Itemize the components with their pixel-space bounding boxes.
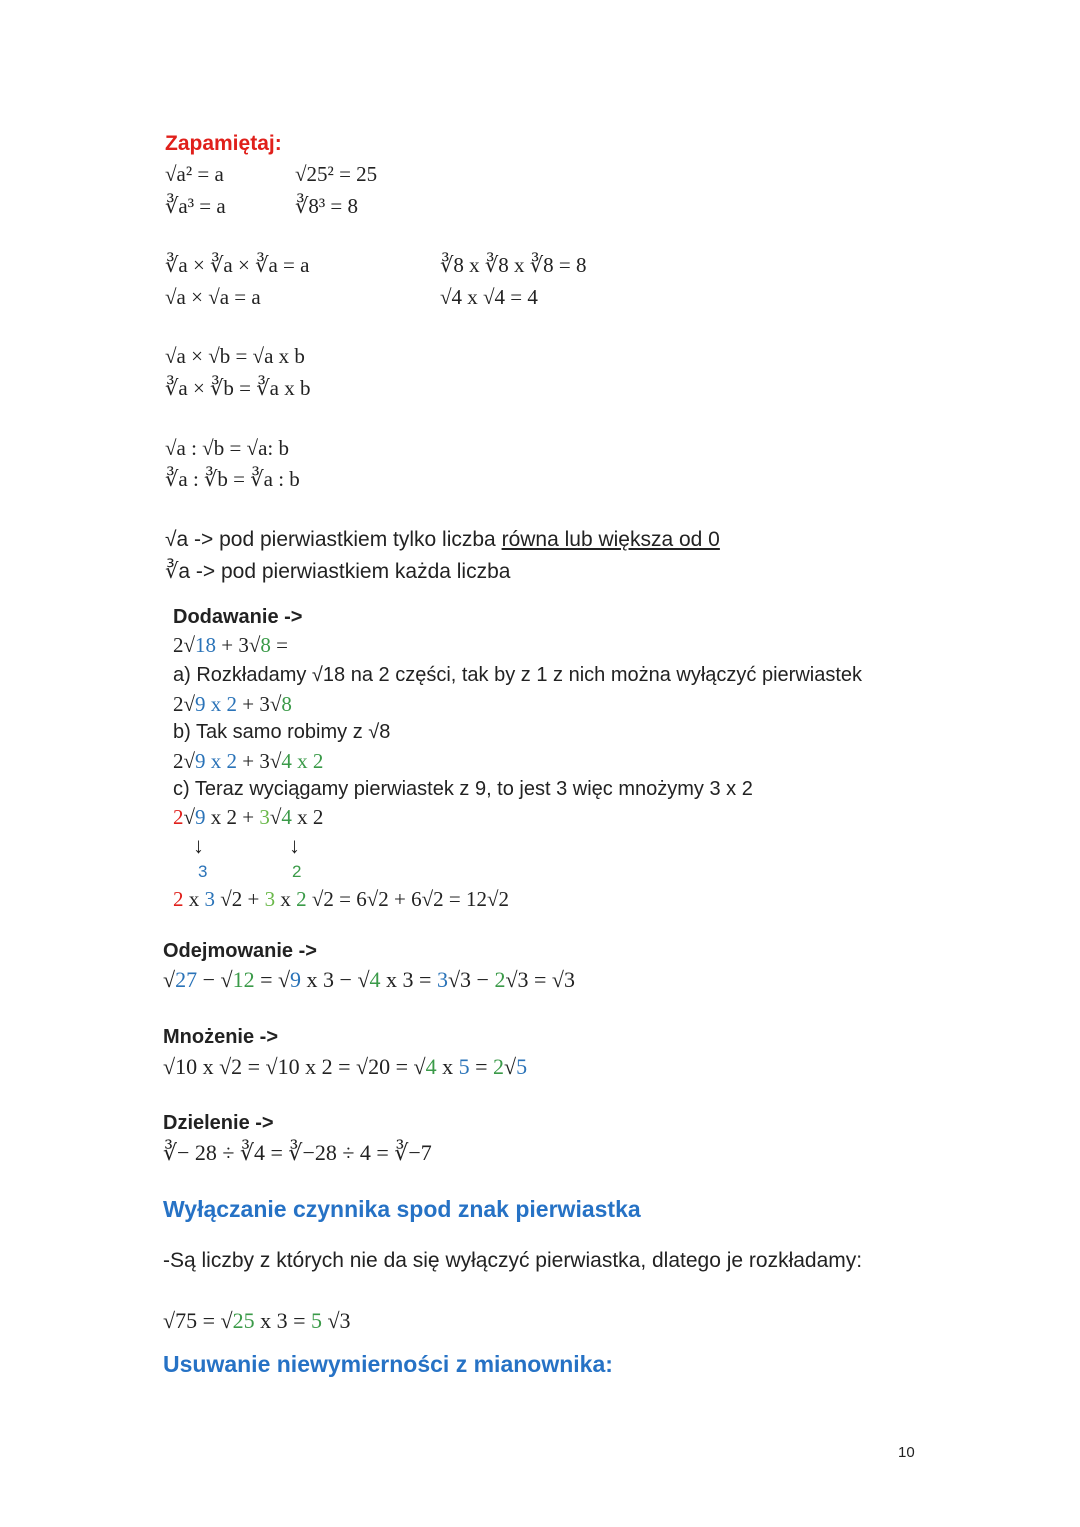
arrow-down-icon: ↓: [289, 833, 300, 858]
rule-cbrt-multiply: ∛a × ∛b = ∛a x b: [165, 376, 311, 400]
dodawanie-step-a: a) Rozkładamy √18 na 2 części, tak by z 1 z nich można wyłączyć pierwiastek: [173, 664, 863, 686]
dzielenie-expression: ∛− 28 ÷ ∛4 = ∛−28 ÷ 4 = ∛−7: [163, 1140, 432, 1165]
dodawanie-step-b: b) Tak samo robimy z √8: [173, 721, 391, 743]
example-triple-cbrt-product: ∛8 x ∛8 x ∛8 = 8: [440, 253, 587, 277]
arrow-result-3: 3: [198, 862, 208, 881]
rule-sqrt-divide: √a : √b = √a: b: [165, 436, 289, 460]
rule-sqrt-multiply: √a × √b = √a x b: [165, 344, 305, 368]
page-number: 10: [898, 1444, 915, 1461]
section-title-mnozenie: Mnożenie ->: [163, 1026, 279, 1048]
example-double-sqrt-product: √4 x √4 = 4: [440, 285, 538, 309]
example-cube-root: ∛8³ = 8: [295, 194, 359, 218]
rule-cbrt-divide: ∛a : ∛b = ∛a : b: [165, 467, 300, 491]
dodawanie-line-a: 2√9 x 2 + 3√8: [173, 692, 292, 716]
mnozenie-expression: √10 x √2 = √10 x 2 = √20 = √4 x 5 = 2√5: [163, 1054, 528, 1079]
note-sqrt-domain: [165, 528, 720, 552]
wylaczanie-note: -Są liczby z których nie da się wyłączyć pierwiastka, dlatego je rozkładamy:: [163, 1249, 863, 1272]
section-title-dzielenie: Dzielenie ->: [163, 1112, 274, 1134]
formula-root-squared: √a² = a: [165, 162, 224, 186]
section-title-dodawanie: Dodawanie ->: [173, 606, 303, 628]
note-cbrt-domain: ∛a -> pod pierwiastkiem każda liczba: [165, 560, 511, 583]
dodawanie-step-c: c) Teraz wyciągamy pierwiastek z 9, to jest 3 więc mnożymy 3 x 2: [173, 778, 753, 800]
note-sqrt-domain-underlined: równa lub większa od 0: [501, 528, 720, 551]
dodawanie-result: 2 x 3 √2 + 3 x 2 √2 = 6√2 + 6√2 = 12√2: [173, 887, 510, 911]
odejmowanie-expression: √27 − √12 = √9 x 3 − √4 x 3 = 3√3 − 2√3 = √3: [163, 967, 575, 992]
note-sqrt-domain-text: √a -> pod pierwiastkiem tylko liczba: [165, 528, 502, 551]
section-title-wylaczanie: Wyłączanie czynnika spod znak pierwiastka: [163, 1196, 641, 1222]
formula-triple-cbrt-product: ∛a × ∛a × ∛a = a: [165, 253, 310, 277]
example-root-squared: √25² = 25: [295, 162, 378, 186]
formula-cube-root: ∛a³ = a: [165, 194, 226, 218]
formula-double-sqrt-product: √a × √a = a: [165, 285, 261, 309]
dodawanie-line-b: 2√9 x 2 + 3√4 x 2: [173, 749, 324, 773]
section-title-odejmowanie: Odejmowanie ->: [163, 940, 317, 962]
section-title-usuwanie: Usuwanie niewymierności z mianownika:: [163, 1351, 613, 1377]
dodawanie-line-c: 2√9 x 2 + 3√4 x 2: [173, 805, 324, 829]
wylaczanie-expression: √75 = √25 x 3 = 5 √3: [163, 1308, 351, 1333]
section-title-zapamietaj: Zapamiętaj:: [165, 132, 282, 155]
dodawanie-expression: 2√18 + 3√8 =: [173, 633, 288, 657]
arrow-result-2: 2: [292, 862, 302, 881]
arrow-down-icon: ↓: [193, 833, 204, 858]
